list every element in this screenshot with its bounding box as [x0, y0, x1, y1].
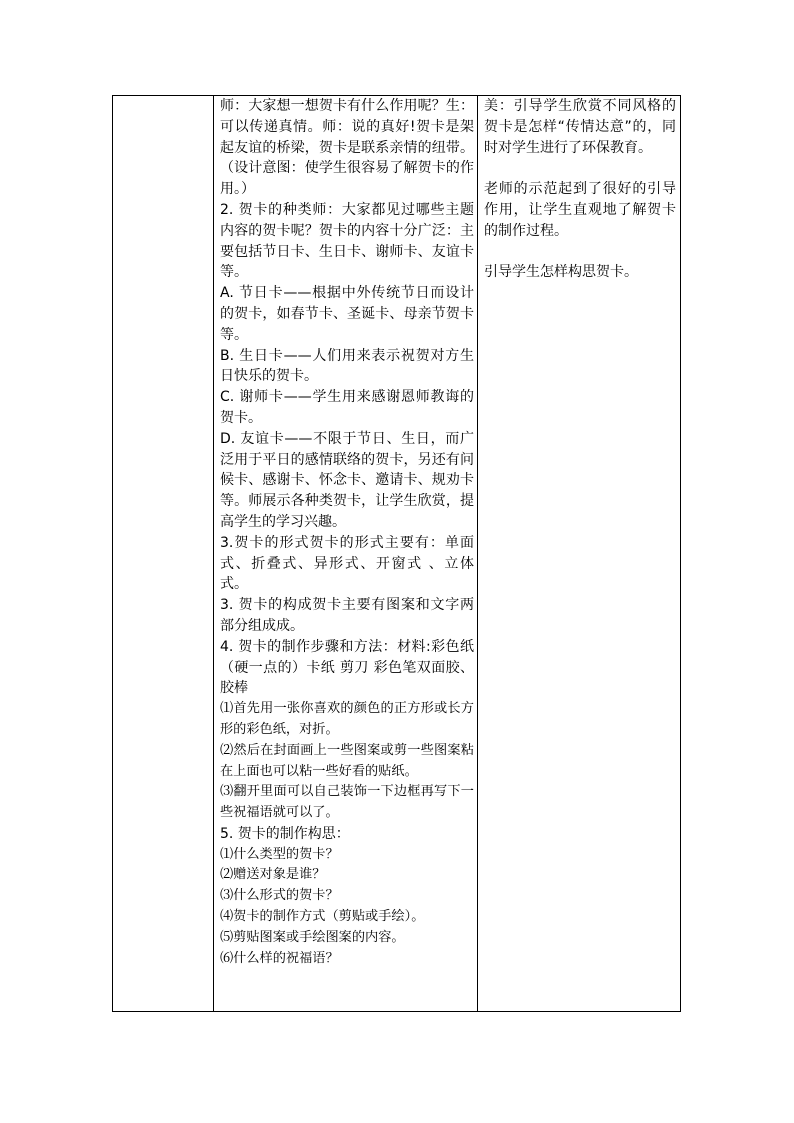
design-question-6: ⑹什么样的祝福语？ — [220, 950, 339, 966]
design-question-1: ⑴什么类型的贺卡？ — [220, 846, 339, 862]
design-intent-column — [484, 96, 676, 304]
paragraph-card-forms: 3.贺卡的形式贺卡的形式主要有：单面式、折叠式、异形式、开窗式 、立体式。 — [220, 534, 474, 593]
paragraph-card-function: 师：大家想一想贺卡有什么作用呢？生：可以传递真情。师：说的真好!贺卡是架起友谊的桥梁，贺卡是联系亲情的纽带。（设计意图：使学生很容易了解贺卡的作用。） — [220, 98, 474, 198]
paragraph-friendship-card: D. 友谊卡——不限于节日、生日，而广泛用于平日的感情联络的贺卡，另还有问候卡、感谢卡、怀念卡、邀请卡、规劝卡等。师展示各种类贺卡，让学生欣赏，提高学生的学习兴趣。 — [220, 430, 474, 530]
step-1: ⑴首先用一张你喜欢的颜色的正方形或长方形的彩色纸，对折。 — [220, 701, 474, 737]
intent-conception: 引导学生怎样构思贺卡。 — [484, 264, 638, 281]
paragraph-card-design: 5. 贺卡的制作构思： — [220, 825, 350, 842]
paragraph-birthday-card: B. 生日卡——人们用来表示祝贺对方生日快乐的贺卡。 — [220, 347, 474, 385]
step-3: ⑶翻开里面可以自己装饰一下边框再写下一些祝福语就可以了。 — [220, 784, 474, 821]
teaching-process-column — [220, 96, 474, 969]
intent-appreciation: 美：引导学生欣赏不同风格的贺卡是怎样“传情达意”的，同时对学生进行了环保教育。 — [484, 98, 676, 156]
design-question-5: ⑸剪贴图案或手绘图案的内容。 — [220, 929, 405, 945]
design-question-4: ⑷贺卡的制作方式（剪贴或手绘）。 — [220, 909, 425, 925]
column-divider — [477, 96, 478, 1011]
design-question-2: ⑵赠送对象是谁？ — [220, 867, 326, 883]
design-question-3: ⑶什么形式的贺卡？ — [220, 888, 339, 904]
column-divider — [213, 96, 214, 1011]
paragraph-card-composition: 3. 贺卡的构成贺卡主要有图案和文字两部分组成成。 — [220, 597, 474, 634]
paragraph-making-steps: 4. 贺卡的制作步骤和方法：材料:彩色纸（硬一点的）卡纸 剪刀 彩色笔双面胶、胶棒 — [220, 638, 474, 697]
paragraph-holiday-card: A. 节日卡——根据中外传统节日而设计的贺卡，如春节卡、圣诞卡、母亲节贺卡等。 — [220, 285, 474, 343]
step-2: ⑵然后在封面画上一些图案或剪一些图案粘在上面也可以粘一些好看的贴纸。 — [220, 742, 474, 779]
paragraph-card-types: 2. 贺卡的种类师：大家都见过哪些主题内容的贺卡呢？贺卡的内容十分广泛：主要包括节日卡、生日卡、谢师卡、友谊卡等。 — [220, 201, 474, 281]
paragraph-teacher-card: C. 谢师卡——学生用来感谢恩师教诲的贺卡。 — [220, 389, 474, 426]
lesson-table — [112, 95, 681, 1012]
intent-demonstration: 老师的示范起到了很好的引导作用，让学生直观地了解贺卡的制作过程。 — [484, 181, 676, 239]
